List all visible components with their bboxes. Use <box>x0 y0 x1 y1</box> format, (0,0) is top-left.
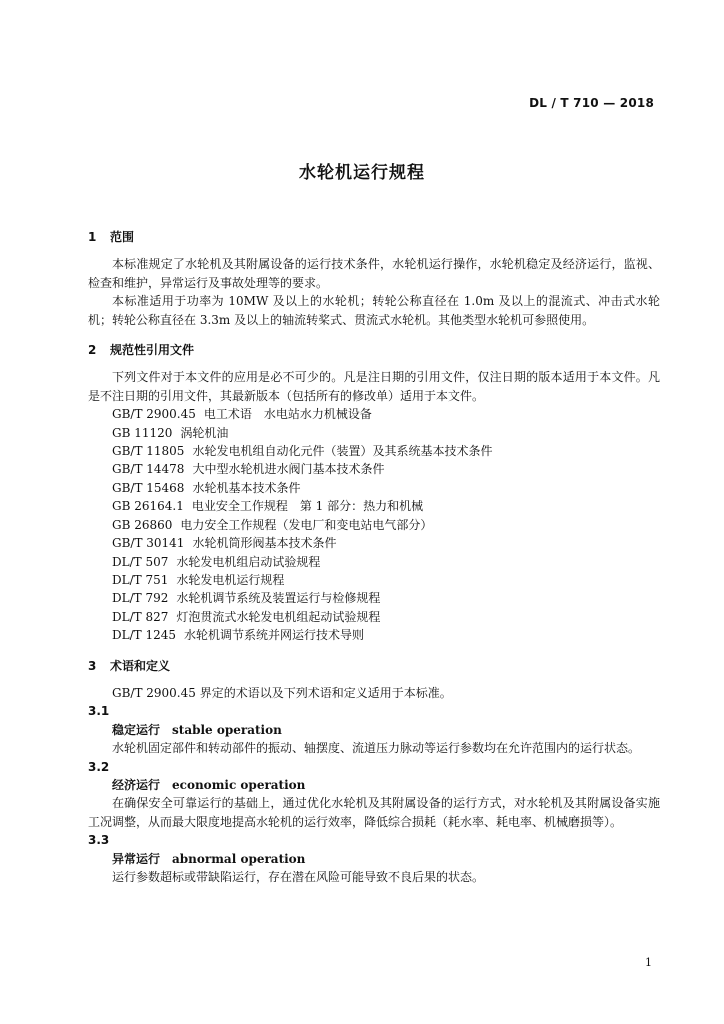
term-number: 3.1 <box>88 704 110 719</box>
section-heading-terms <box>88 657 660 675</box>
term-en: economic operation <box>172 777 306 792</box>
term-name <box>88 721 660 739</box>
ref-title: 水轮机调节系统并网运行技术导则 <box>184 628 365 643</box>
list-item <box>88 589 660 607</box>
ref-title: 水轮发电机运行规程 <box>176 572 285 587</box>
ref-title: 电力安全工作规程（发电厂和变电站电气部分） <box>180 517 433 532</box>
ref-code: GB/T 30141 <box>112 536 185 551</box>
ref-code: DL/T 507 <box>112 554 169 569</box>
term-zh: 经济运行 <box>112 777 161 792</box>
standard-code: DL / T 710 — 2018 <box>529 96 654 110</box>
ref-title: 水轮机筒形阀基本技术条件 <box>192 536 337 551</box>
term-number: 3.3 <box>88 833 110 848</box>
term-definition: 运行参数超标或带缺陷运行，存在潜在风险可能导致不良后果的状态。 <box>112 870 485 884</box>
ref-code: GB/T 2900.45 <box>112 407 196 422</box>
reference-list <box>88 405 660 644</box>
ref-code: DL/T 1245 <box>112 628 176 643</box>
list-item <box>88 516 660 534</box>
scope-paragraph: 本标准规定了水轮机及其附属设备的运行技术条件，水轮机运行操作，水轮机稳定及经济运行，监视、检查和维护，异常运行及事故处理等的要求。 <box>88 257 660 290</box>
page-number: 1 <box>645 956 652 969</box>
term-number: 3.2 <box>88 759 110 774</box>
ref-code: GB/T 11805 <box>112 444 185 459</box>
ref-title: 灯泡贯流式水轮发电机组起动试验规程 <box>176 609 381 624</box>
ref-title: 涡轮机油 <box>180 425 229 440</box>
ref-code: DL/T 827 <box>112 609 169 624</box>
ref-title: 水轮发电机组启动试验规程 <box>176 554 321 569</box>
section-title: 规范性引用文件 <box>110 343 195 358</box>
ref-title: 大中型水轮机进水阀门基本技术条件 <box>192 462 385 477</box>
term-zh: 异常运行 <box>112 851 161 866</box>
list-item <box>88 405 660 423</box>
terms-intro: GB/T 2900.45 界定的术语以及下列术语和定义适用于本标准。 <box>112 685 452 700</box>
ref-title: 电业安全工作规程 第 1 部分：热力和机械 <box>191 499 424 514</box>
section-title: 范围 <box>110 230 135 244</box>
ref-title: 水轮机调节系统及装置运行与检修规程 <box>176 591 381 606</box>
document-body <box>88 228 660 886</box>
section-heading-scope <box>88 228 660 246</box>
ref-title: 水轮发电机组自动化元件（装置）及其系统基本技术条件 <box>192 444 493 459</box>
ref-code: GB 26860 <box>112 517 173 532</box>
term-zh: 稳定运行 <box>112 722 161 737</box>
list-item <box>88 626 660 644</box>
section-number: 2 <box>88 343 97 358</box>
section-title: 术语和定义 <box>110 658 171 673</box>
section-number: 1 <box>88 230 97 244</box>
list-item <box>88 608 660 626</box>
normative-intro: 下列文件对于本文件的应用是必不可少的。凡是注日期的引用文件，仅注日期的版本适用于本文件。凡是不注日期的引用文件，其最新版本（包括所有的修改单）适用于本文件。 <box>88 370 660 403</box>
ref-title: 电工术语 水电站水力机械设备 <box>203 407 372 422</box>
ref-code: DL/T 751 <box>112 572 169 587</box>
ref-title: 水轮机基本技术条件 <box>192 480 301 495</box>
ref-code: GB 11120 <box>112 425 173 440</box>
list-item <box>88 534 660 552</box>
ref-code: DL/T 792 <box>112 591 169 606</box>
list-item <box>88 479 660 497</box>
page-title: 水轮机运行规程 <box>299 163 425 183</box>
list-item <box>88 442 660 460</box>
term-definition: 在确保安全可靠运行的基础上，通过优化水轮机及其附属设备的运行方式，对水轮机及其附属设备实施工况调整，从而最大限度地提高水轮机的运行效率，降低综合损耗（耗水率、耗电率、机械磨损等）。 <box>88 796 660 829</box>
term-name <box>88 776 660 794</box>
ref-code: GB/T 14478 <box>112 462 185 477</box>
ref-code: GB/T 15468 <box>112 480 185 495</box>
list-item <box>88 460 660 478</box>
scope-paragraph: 本标准适用于功率为 10MW 及以上的水轮机；转轮公称直径在 1.0m 及以上的混流式、冲击式水轮机；转轮公称直径在 3.3m 及以上的轴流转桨式、贯流式水轮机。其他类型水轮机可参照使用。 <box>88 294 660 327</box>
section-heading-normative <box>88 341 660 359</box>
section-number: 3 <box>88 658 97 673</box>
ref-code: GB 26164.1 <box>112 499 184 514</box>
list-item <box>88 424 660 442</box>
list-item <box>88 553 660 571</box>
list-item <box>88 571 660 589</box>
term-definition: 水轮机固定部件和转动部件的振动、轴摆度、流道压力脉动等运行参数均在允许范围内的运行状态。 <box>112 741 641 756</box>
term-en: abnormal operation <box>172 851 306 866</box>
list-item <box>88 497 660 515</box>
term-name <box>88 850 660 868</box>
term-en: stable operation <box>172 722 282 737</box>
